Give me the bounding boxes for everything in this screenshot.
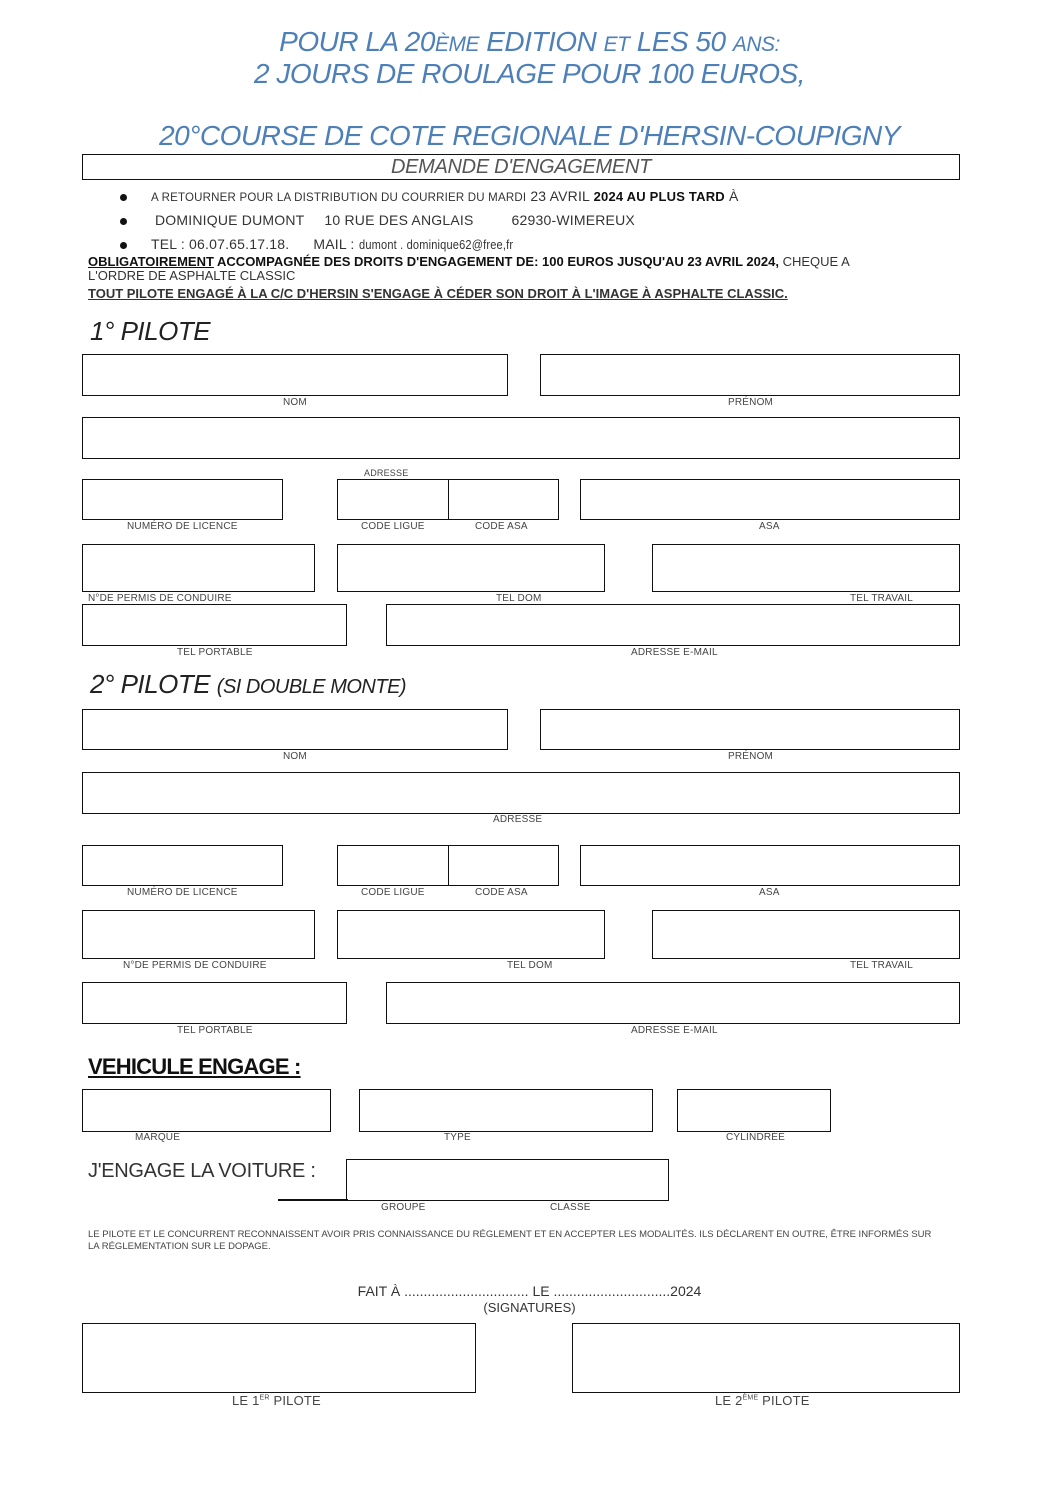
text: LE PILOTE ET LE CONCURRENT RECONNAISSENT AVOIR PRIS CONNAISSANCE DU RÉGLEMENT ET EN ACCEPTER LES MODALITÉS. ILS DÉCLARENT EN OUTRE, ÊTRE INFORMÉS SUR xyxy=(88,1229,932,1240)
pilot2-prenom-label: PRÉNOM xyxy=(728,751,774,762)
bullet-icon xyxy=(120,218,127,225)
vehicle-type-field[interactable] xyxy=(359,1089,653,1132)
pilot2-adresse-field[interactable] xyxy=(82,772,960,814)
pilot2-adresse-label: ADRESSE xyxy=(493,814,543,825)
text: LA RÉGLEMENTATION SUR LE DOPAGE. xyxy=(88,1241,271,1252)
pilot2-tel-portable-label: TEL PORTABLE xyxy=(177,1025,253,1036)
pilot1-permis-field[interactable] xyxy=(82,544,315,592)
pilot1-nom-field[interactable] xyxy=(82,354,508,396)
text: LE 1 xyxy=(232,1393,260,1408)
header-text: ANS: xyxy=(732,33,780,56)
header-line-1 xyxy=(0,26,1059,58)
text: CHEQUE A xyxy=(778,254,850,269)
pilot2-tel-dom-field[interactable] xyxy=(337,910,605,959)
signature-pilot1-label xyxy=(232,1393,321,1408)
bullet-icon xyxy=(120,242,127,249)
pilot1-adresse-field[interactable] xyxy=(82,417,960,459)
text: ÈME xyxy=(742,1394,759,1402)
pilot2-code-asa-field[interactable] xyxy=(448,845,559,886)
mail-link[interactable]: dumont . dominique62@free,fr xyxy=(358,237,513,252)
pilot1-permis-label: N°DE PERMIS DE CONDUIRE xyxy=(88,593,232,604)
pilot1-code-ligue-field[interactable] xyxy=(337,479,449,520)
pilot2-tel-dom-label: TEL DOM xyxy=(507,960,553,971)
subtitle-box xyxy=(82,154,960,180)
tel-label: TEL xyxy=(151,236,177,252)
vehicle-marque-field[interactable] xyxy=(82,1089,331,1132)
bullet-return-deadline xyxy=(120,188,739,204)
pilot2-licence-label: NUMÉRO DE LICENCE xyxy=(127,887,238,898)
pilot1-code-asa-field[interactable] xyxy=(448,479,559,520)
mail-label: MAIL : xyxy=(313,236,359,252)
bullet-icon xyxy=(120,194,127,201)
text: (SI DOUBLE MONTE) xyxy=(216,676,407,698)
pilot2-licence-field[interactable] xyxy=(82,845,283,886)
text: OBLIGATOIREMENT xyxy=(88,254,214,269)
signatures-label: (SIGNATURES) xyxy=(483,1300,576,1315)
text: ER xyxy=(259,1394,270,1402)
engage-groupe-classe-field[interactable] xyxy=(346,1159,669,1201)
text: LE 2 xyxy=(715,1393,743,1408)
text: 2° PILOTE xyxy=(90,669,217,699)
notice-fees xyxy=(88,255,850,283)
text: A RETOURNER POUR LA DISTRIBUTION DU COURRIER DU MARDI xyxy=(151,192,527,204)
signature-pilot2-label xyxy=(715,1393,810,1408)
vehicle-heading: VEHICULE ENGAGE : xyxy=(88,1054,301,1079)
text: À xyxy=(724,188,739,204)
pilot1-email-label: ADRESSE E-MAIL xyxy=(631,647,718,658)
pilot1-tel-dom-label: TEL DOM xyxy=(496,593,542,604)
header-text: ET xyxy=(603,33,630,56)
legal-notice xyxy=(88,1229,978,1253)
pilot1-asa-label: ASA xyxy=(759,521,780,532)
pilot2-permis-label: N°DE PERMIS DE CONDUIRE xyxy=(123,960,267,971)
vehicle-cylindree-field[interactable] xyxy=(677,1089,831,1132)
text: L'ORDRE DE ASPHALTE CLASSIC xyxy=(88,268,296,283)
pilot2-nom-field[interactable] xyxy=(82,709,508,750)
notice-image-rights: TOUT PILOTE ENGAGÉ À LA C/C D'HERSIN S'ENGAGE À CÉDER SON DROIT À L'IMAGE À ASPHALTE CLASSIC. xyxy=(88,286,788,301)
vehicle-cylindree-label: CYLINDRÉE xyxy=(726,1132,786,1143)
contact-city: 62930-WIMEREUX xyxy=(511,212,635,228)
pilot2-code-asa-label: CODE ASA xyxy=(475,887,528,898)
header-text: ÈME xyxy=(434,33,479,56)
text: 23 AVRIL xyxy=(526,188,594,204)
pilot1-prenom-field[interactable] xyxy=(540,354,960,396)
contact-name: DOMINIQUE DUMONT xyxy=(155,212,305,228)
text: PILOTE xyxy=(758,1393,810,1408)
bullet-address xyxy=(120,212,635,228)
header-line-2: 2 JOURS DE ROULAGE POUR 100 EUROS, xyxy=(254,58,805,89)
pilot1-licence-label: NUMÉRO DE LICENCE xyxy=(127,521,238,532)
header-text: LES 50 xyxy=(629,26,733,57)
engage-groupe-label: GROUPE xyxy=(381,1202,426,1213)
text: PILOTE xyxy=(269,1393,321,1408)
pilot1-tel-dom-field[interactable] xyxy=(337,544,605,592)
pilot2-email-label: ADRESSE E-MAIL xyxy=(631,1025,718,1036)
pilot1-code-ligue-label: CODE LIGUE xyxy=(361,521,425,532)
pilot2-asa-field[interactable] xyxy=(580,845,960,886)
pilot2-prenom-field[interactable] xyxy=(540,709,960,750)
pilot2-tel-travail-field[interactable] xyxy=(652,910,960,959)
pilot1-heading: 1° PILOTE xyxy=(90,316,211,346)
event-title: 20°COURSE DE COTE REGIONALE D'HERSIN-COUPIGNY xyxy=(159,120,900,151)
pilot1-code-asa-label: CODE ASA xyxy=(475,521,528,532)
pilot1-prenom-label: PRÉNOM xyxy=(728,397,774,408)
pilot2-tel-travail-label: TEL TRAVAIL xyxy=(850,960,913,971)
pilot2-code-ligue-label: CODE LIGUE xyxy=(361,887,425,898)
signature-pilot2-box[interactable] xyxy=(572,1323,960,1393)
pilot2-permis-field[interactable] xyxy=(82,910,315,959)
pilot2-nom-label: NOM xyxy=(283,751,307,762)
engage-underline xyxy=(278,1199,348,1201)
pilot1-nom-label: NOM xyxy=(283,397,307,408)
pilot1-tel-travail-field[interactable] xyxy=(652,544,960,592)
contact-street: 10 RUE DES ANGLAIS xyxy=(324,212,474,228)
vehicle-marque-label: MARQUE xyxy=(135,1132,181,1143)
engage-label: J'ENGAGE LA VOITURE : xyxy=(88,1160,316,1182)
pilot1-email-field[interactable] xyxy=(386,604,960,646)
signature-pilot1-box[interactable] xyxy=(82,1323,476,1393)
pilot1-asa-field[interactable] xyxy=(580,479,960,520)
pilot2-code-ligue-field[interactable] xyxy=(337,845,449,886)
subtitle: DEMANDE D'ENGAGEMENT xyxy=(390,156,652,178)
pilot2-asa-label: ASA xyxy=(759,887,780,898)
header-text: EDITION xyxy=(478,26,604,57)
tel-value: : 06.07.65.17.18. xyxy=(176,236,290,252)
pilot1-adresse-label: ADRESSE xyxy=(364,468,409,478)
vehicle-type-label: TYPE xyxy=(444,1132,471,1143)
text: ACCOMPAGNÉE DES DROITS D'ENGAGEMENT DE: 100 EUROS JUSQU'AU 23 AVRIL 2024, xyxy=(213,254,779,269)
engage-classe-label: CLASSE xyxy=(550,1202,591,1213)
bullet-contact xyxy=(120,236,540,252)
pilot2-email-field[interactable] xyxy=(386,982,960,1024)
pilot2-heading xyxy=(90,669,406,700)
pilot1-tel-portable-label: TEL PORTABLE xyxy=(177,647,253,658)
pilot2-tel-portable-field[interactable] xyxy=(82,982,347,1024)
pilot1-tel-travail-label: TEL TRAVAIL xyxy=(850,593,913,604)
pilot1-licence-field[interactable] xyxy=(82,479,283,520)
text: 2024 AU PLUS TARD xyxy=(593,189,725,204)
fait-a-line: FAIT À ................................ LE ..............................2024 xyxy=(357,1283,702,1299)
header-text: POUR LA 20 xyxy=(279,26,435,57)
pilot1-tel-portable-field[interactable] xyxy=(82,604,347,646)
